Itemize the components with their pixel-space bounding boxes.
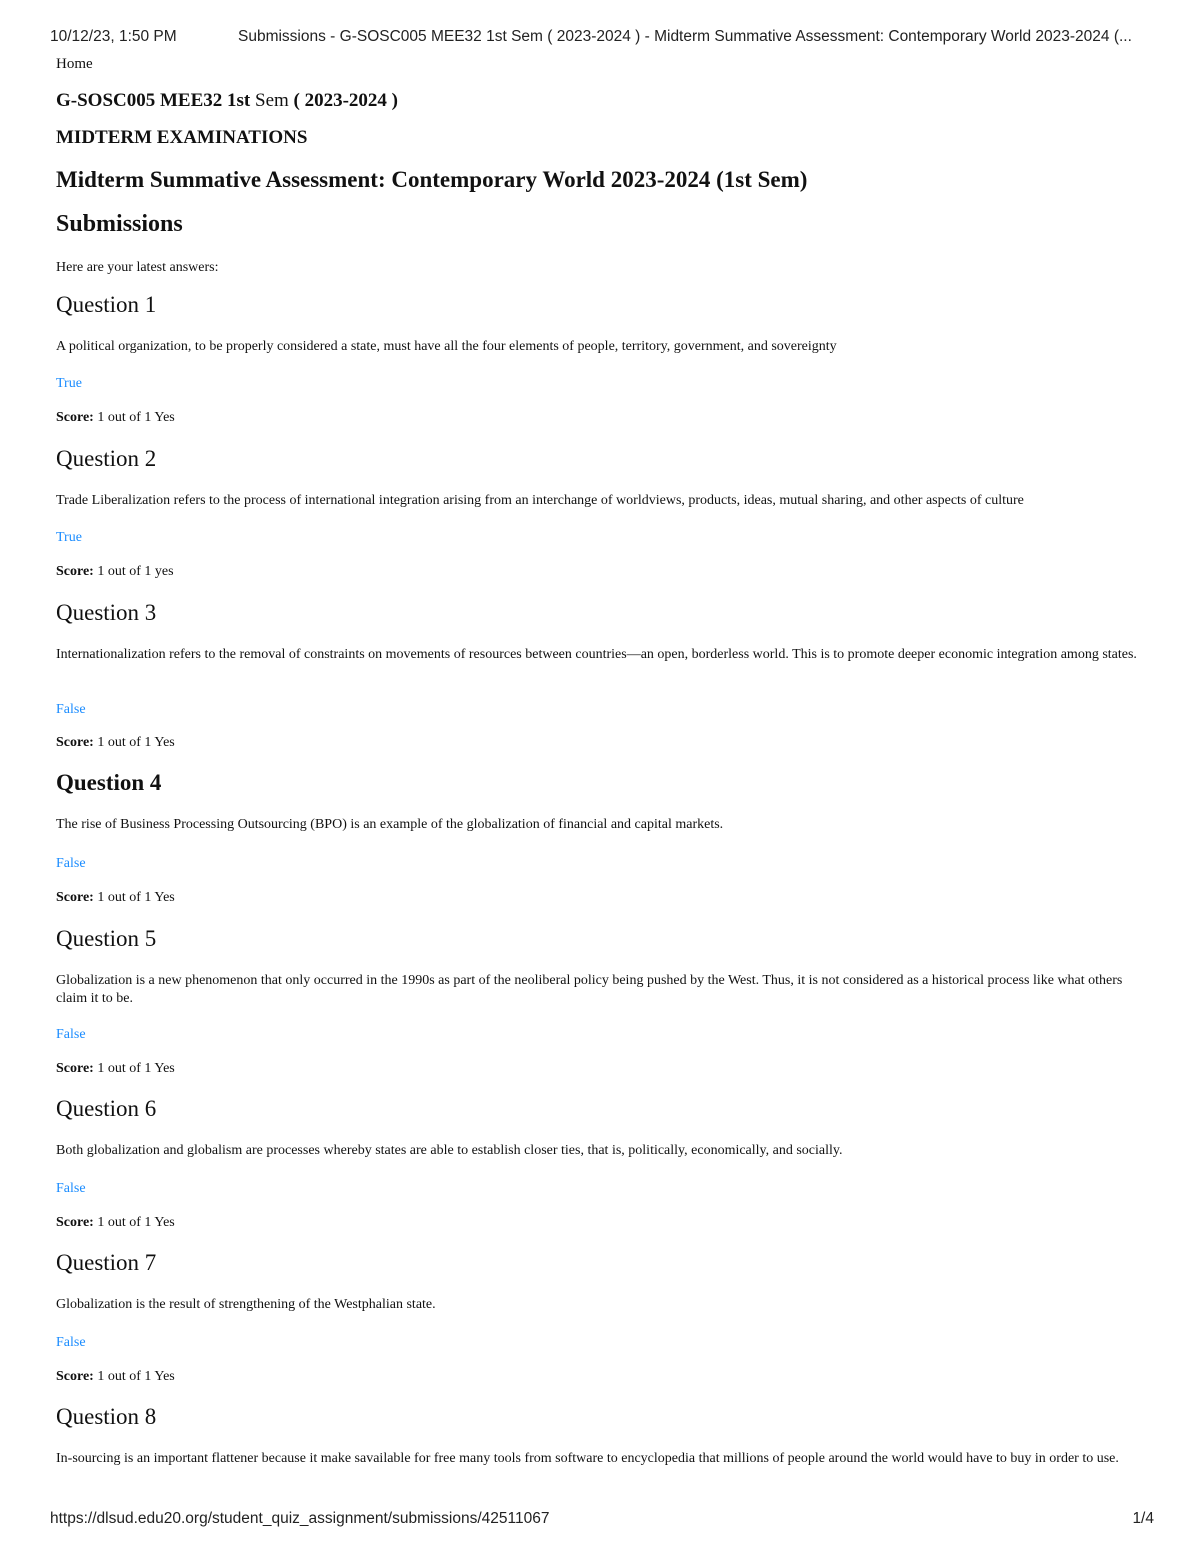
course-code: G-SOSC005 MEE32 1st — [56, 90, 251, 111]
question-answer: False — [56, 1335, 86, 1350]
question-text: Trade Liberalization refers to the process of international integration arising from an interchange of worldviews, products, ideas, mutual sharing, and other aspects of culture — [56, 493, 1024, 508]
question-score — [56, 1215, 175, 1231]
intro-text: Here are your latest answers: — [56, 260, 219, 275]
question-title: Question 3 — [56, 600, 157, 625]
score-label: Score: — [56, 564, 94, 579]
print-url: https://dlsud.edu20.org/student_quiz_assignment/submissions/42511067 — [50, 1510, 550, 1527]
question-text: Both globalization and globalism are processes whereby states are able to establish closer ties, that is, politically, economically, and socially. — [56, 1143, 843, 1158]
question-text: Globalization is the result of strengthening of the Westphalian state. — [56, 1297, 436, 1312]
score-value: 1 out of 1 Yes — [97, 1215, 175, 1230]
question-score — [56, 410, 175, 426]
print-date: 10/12/23, 1:50 PM — [50, 28, 177, 45]
question-score — [56, 1369, 175, 1385]
page-number: 1/4 — [1132, 1510, 1154, 1527]
question-score — [56, 1061, 175, 1077]
score-label: Score: — [56, 1061, 94, 1076]
score-label: Score: — [56, 410, 94, 425]
question-score — [56, 890, 175, 906]
question-score — [56, 564, 174, 580]
breadcrumb-home[interactable]: Home — [56, 56, 93, 72]
question-title: Question 5 — [56, 926, 157, 951]
question-title: Question 6 — [56, 1096, 157, 1121]
question-title: Question 2 — [56, 446, 157, 471]
question-score — [56, 735, 175, 751]
print-footer — [50, 1510, 1154, 1528]
question-answer: False — [56, 1181, 86, 1196]
question-answer: False — [56, 702, 86, 717]
section-title: MIDTERM EXAMINATIONS — [56, 127, 308, 148]
score-label: Score: — [56, 735, 94, 750]
score-value: 1 out of 1 Yes — [97, 410, 175, 425]
question-title: Question 8 — [56, 1404, 157, 1429]
page-content — [56, 52, 1156, 276]
question-text: In-sourcing is an important flattener because it make savailable for free many tools from software to encyclopedia that millions of people around the world would have to buy in order to use. — [56, 1451, 1119, 1466]
score-label: Score: — [56, 1369, 94, 1384]
print-header — [50, 28, 1160, 46]
question-answer: True — [56, 376, 82, 391]
question-title: Question 4 — [56, 770, 162, 795]
score-value: 1 out of 1 yes — [97, 564, 174, 579]
course-year: ( 2023-2024 ) — [293, 90, 399, 111]
question-answer: False — [56, 856, 86, 871]
score-value: 1 out of 1 Yes — [97, 1369, 175, 1384]
question-text: The rise of Business Processing Outsourcing (BPO) is an example of the globalization of financial and capital markets. — [56, 817, 724, 832]
score-label: Score: — [56, 1215, 94, 1230]
print-document-title: Submissions - G-SOSC005 MEE32 1st Sem ( 2023-2024 ) - Midterm Summative Assessment: Contemporary World 2023-2024 (... — [238, 28, 1132, 45]
question-answer: True — [56, 530, 82, 545]
course-title — [56, 90, 1156, 112]
question-title: Question 1 — [56, 292, 157, 317]
score-value: 1 out of 1 Yes — [97, 735, 175, 750]
question-text: A political organization, to be properly considered a state, must have all the four elements of people, territory, government, and sovereignty — [56, 339, 837, 354]
score-value: 1 out of 1 Yes — [97, 1061, 175, 1076]
question-text: Internationalization refers to the removal of constraints on movements of resources between countries—an open, borderless world. This is to promote deeper economic integration among states. — [56, 647, 1137, 662]
question-title: Question 7 — [56, 1250, 157, 1275]
assessment-title: Midterm Summative Assessment: Contemporary World 2023-2024 (1st Sem) — [56, 167, 808, 192]
course-sem: Sem — [255, 90, 289, 111]
question-answer: False — [56, 1027, 86, 1042]
submissions-heading: Submissions — [56, 211, 183, 237]
score-value: 1 out of 1 Yes — [97, 890, 175, 905]
question-text: Globalization is a new phenomenon that only occurred in the 1990s as part of the neoliberal policy being pushed by the West. Thus, it is not considered as a historical process like what others claim it to be. — [56, 973, 1123, 1006]
score-label: Score: — [56, 890, 94, 905]
